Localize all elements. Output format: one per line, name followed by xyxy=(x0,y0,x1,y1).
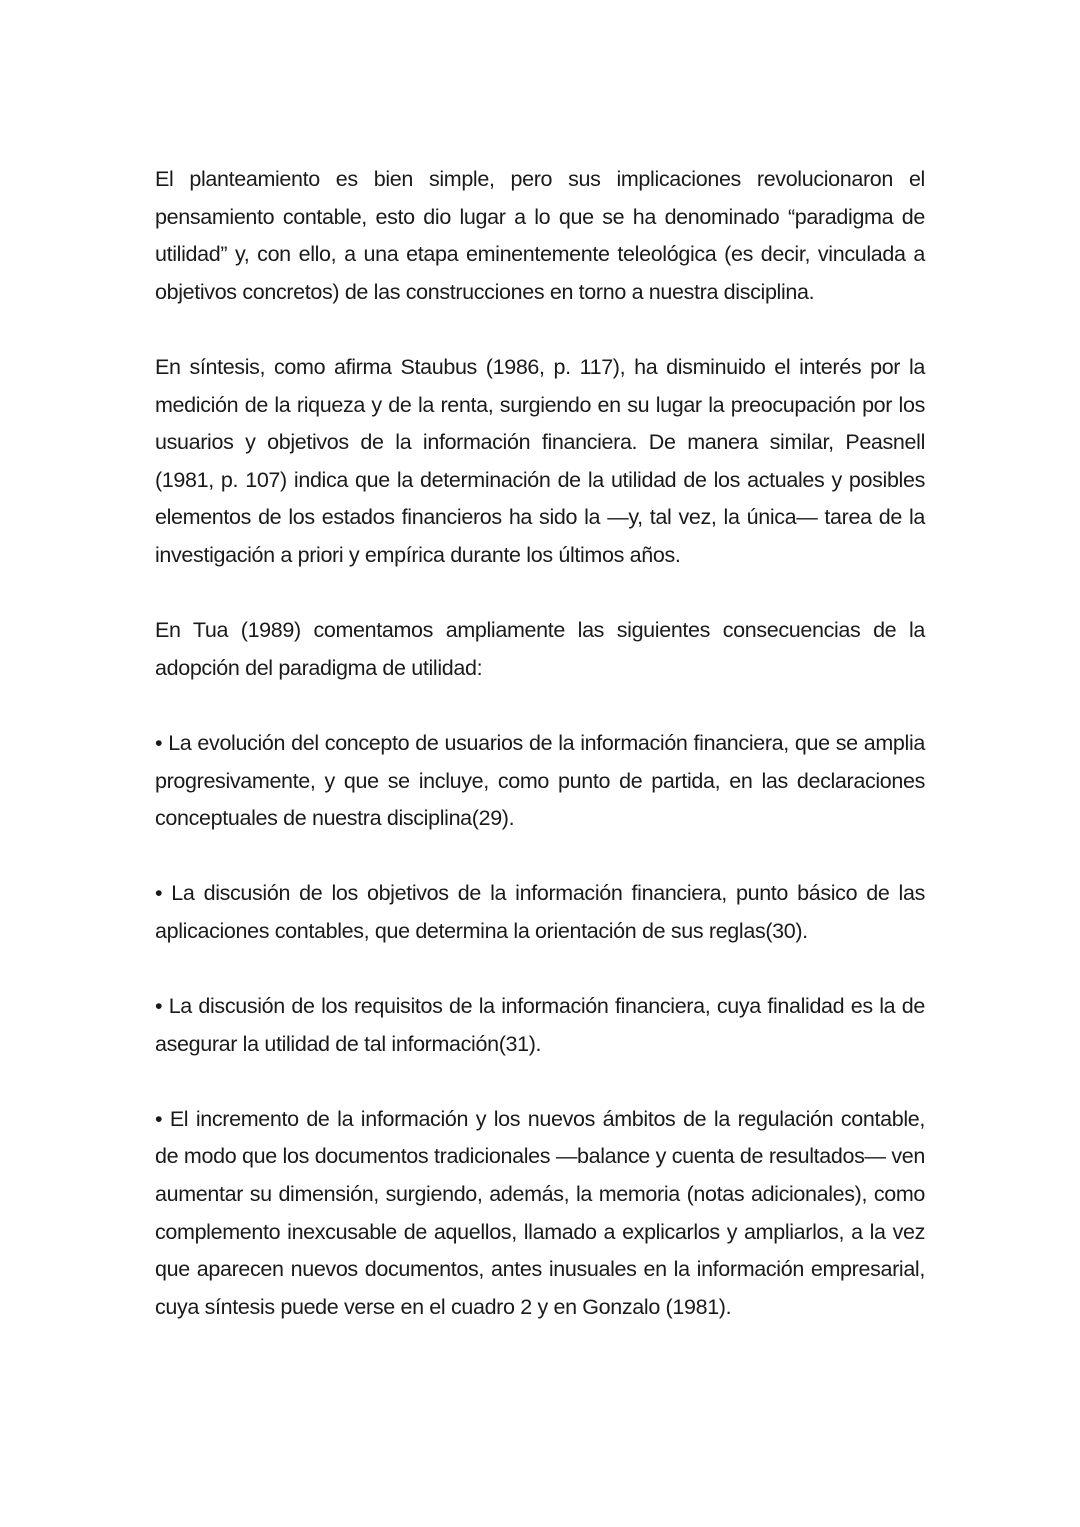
bullet-icon: • xyxy=(155,881,163,906)
bullet-item-objectives xyxy=(155,875,925,950)
paragraph-tua-consequences: En Tua (1989) comentamos ampliamente las siguientes consecuencias de la adopción del paradigma de utilidad: xyxy=(155,618,925,680)
document-page xyxy=(155,161,925,1364)
bullet-icon: • xyxy=(155,730,163,755)
bullet-text: La evolución del concepto de usuarios de la información financiera, que se amplia progresivamente, y que se incluye, como punto de partida, en las declaraciones conceptuales de nuestra disciplina(29). xyxy=(155,730,925,831)
paragraph-utility-paradigm: El planteamiento es bien simple, pero sus implicaciones revolucionaron el pensamiento contable, esto dio lugar a lo que se ha denominado “paradigma de utilidad” y, con ello, a una etapa eminentemente teleológica (es decir, vinculada a objetivos concretos) de las construcciones en torno a nuestra disciplina. xyxy=(155,167,925,304)
bullet-text: La discusión de los requisitos de la información financiera, cuya finalidad es la de asegurar la utilidad de tal información(31). xyxy=(155,994,925,1056)
bullet-text: El incremento de la información y los nuevos ámbitos de la regulación contable, de modo que los documentos tradicionales —balance y cuenta de resultados— ven aumentar su dimensión, surgiendo, además, la memoria (notas adicionales), como complemento inexcusable de aquellos, llamado a explicarlos y ampliarlos, a la vez que aparecen nuevos documentos, antes inusuales en la información empresarial, cuya síntesis puede verse en el cuadro 2 y en Gonzalo (1981). xyxy=(155,1106,925,1319)
paragraph-staubus-peasnell: En síntesis, como afirma Staubus (1986, p. 117), ha disminuido el interés por la medición de la riqueza y de la renta, surgiendo en su lugar la preocupación por los usuarios y objetivos de la información financiera. De manera similar, Peasnell (1981, p. 107) indica que la determinación de la utilidad de los actuales y posibles elementos de los estados financieros ha sido la —y, tal vez, la única— tarea de la investigación a priori y empírica durante los últimos años. xyxy=(155,354,925,567)
bullet-icon: • xyxy=(155,994,163,1019)
bullet-icon: • xyxy=(155,1106,163,1131)
bullet-item-information-increase xyxy=(155,1101,925,1327)
bullet-item-requirements xyxy=(155,988,925,1063)
bullet-item-users xyxy=(155,725,925,838)
bullet-text: La discusión de los objetivos de la información financiera, punto básico de las aplicaciones contables, que determina la orientación de sus reglas(30). xyxy=(155,881,925,943)
